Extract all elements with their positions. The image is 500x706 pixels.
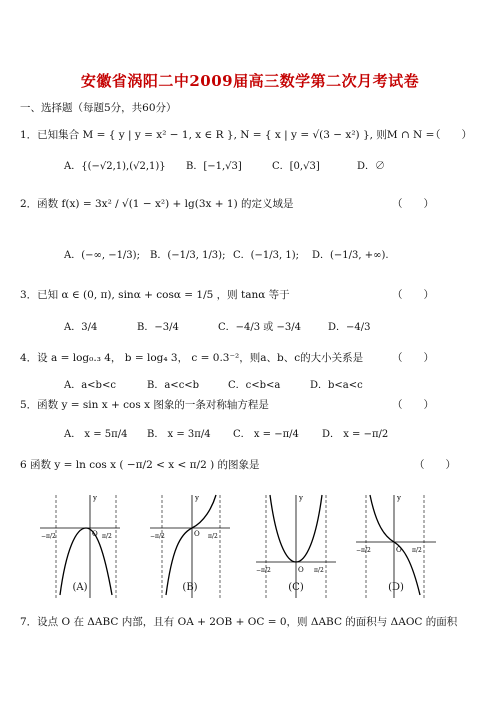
graph-d-curve [370,495,420,595]
question-2-option-d: D．(−1/3, +∞). [312,250,389,261]
graph-b-right-tick-label: π/2 [208,533,218,540]
graph-a-right-tick-label: π/2 [102,533,112,540]
exam-title: 安徽省涡阳二中2009届高三数学第二次月考试卷 [80,72,420,90]
graph-a-y-label: y [93,494,97,502]
question-3-option-a: A．3/4 [64,322,98,333]
graph-d-right-tick-label: π/2 [412,547,422,554]
question-3-stem: 3．已知 α ∈ (0, π), sinα + cosα = 1/5 ，则 tanα 等于 [20,289,290,301]
graph-d-y-label: y [397,494,401,502]
question-2-paren: （ ） [392,198,434,210]
graph-d-label: (D) [388,582,404,593]
graph-d-left-tick-label: −π/2 [356,547,371,554]
graph-c-y-label: y [299,494,303,502]
question-3-option-b: B．−3/4 [137,322,179,333]
question-3-paren: （ ） [392,289,434,301]
graph-b-label: (B) [182,582,198,593]
graph-b-origin-label: O [194,530,200,538]
question-3-option-d: D．−4/3 [328,322,371,333]
question-4-option-a: A．a<b<c [64,380,116,391]
graph-b-curve [166,495,216,595]
graph-d-origin-label: O [396,546,402,554]
question-4-option-c: C．c<b<a [228,380,281,391]
graph-a-label: (A) [72,582,88,593]
question-1-stem: 1．已知集合 M = { y | y = x² − 1, x ∈ R }, N = { x | y = √(3 − x²) }, 则M ∩ N = [20,129,435,141]
question-1-option-c: C．[0,√3] [272,161,320,172]
question-1-option-d: D．∅ [357,161,386,172]
question-5-option-d: D． x = −π/2 [322,429,389,440]
question-2-option-c: C．(−1/3, 1); [233,250,300,261]
graph-c-origin-label: O [298,566,304,574]
graph-a-left-tick-label: −π/2 [41,533,56,540]
question-1-option-a: A．{(−√2,1),(√2,1)} [64,161,166,172]
question-4-stem: 4．设 a = log₀.₃ 4， b = log₄ 3， c = 0.3⁻²，则a、b、c的大小关系是 [20,352,364,364]
graph-c-right-tick-label: π/2 [314,567,324,574]
graph-b-left-tick-label: −π/2 [150,533,165,540]
graph-c-left-tick-label: −π/2 [256,567,271,574]
question-2-option-b: B．(−1/3, 1/3); [150,250,226,261]
question-4-option-b: B．a<c<b [147,380,200,391]
graph-c-label: (C) [288,582,304,593]
question-1-option-b: B．[−1,√3] [186,161,242,172]
section-heading: 一、选择题（每题5分，共60分） [20,102,177,114]
question-5-option-c: C． x = −π/4 [233,429,299,440]
question-6-stem: 6 函数 y = ln cos x ( −π/2 < x < π/2 ) 的图象是 [20,459,260,471]
question-1-paren: （ ） [430,129,472,141]
question-4-paren: （ ） [392,352,434,364]
graph-a-origin-label: O [92,530,98,538]
question-5-option-b: B． x = 3π/4 [147,429,211,440]
question-5-option-a: A． x = 5π/4 [64,429,128,440]
question-6-paren: （ ） [414,459,456,471]
question-3-option-c: C．−4/3 或 −3/4 [218,322,301,333]
question-5-stem: 5．函数 y = sin x + cos x 图象的一条对称轴方程是 [20,399,269,411]
graph-b-y-label: y [195,494,199,502]
question-2-stem: 2．函数 f(x) = 3x² / √(1 − x²) + lg(3x + 1) 的定义域是 [20,198,294,210]
question-2-option-a: A．(−∞, −1/3); [64,250,140,261]
question-7-stem: 7．设点 O 在 ΔABC 内部，且有 OA + 2OB + OC = 0，则 ΔABC 的面积与 ΔAOC 的面积 [20,616,458,628]
question-4-option-d: D．b<a<c [310,380,363,391]
question-5-paren: （ ） [392,399,434,411]
